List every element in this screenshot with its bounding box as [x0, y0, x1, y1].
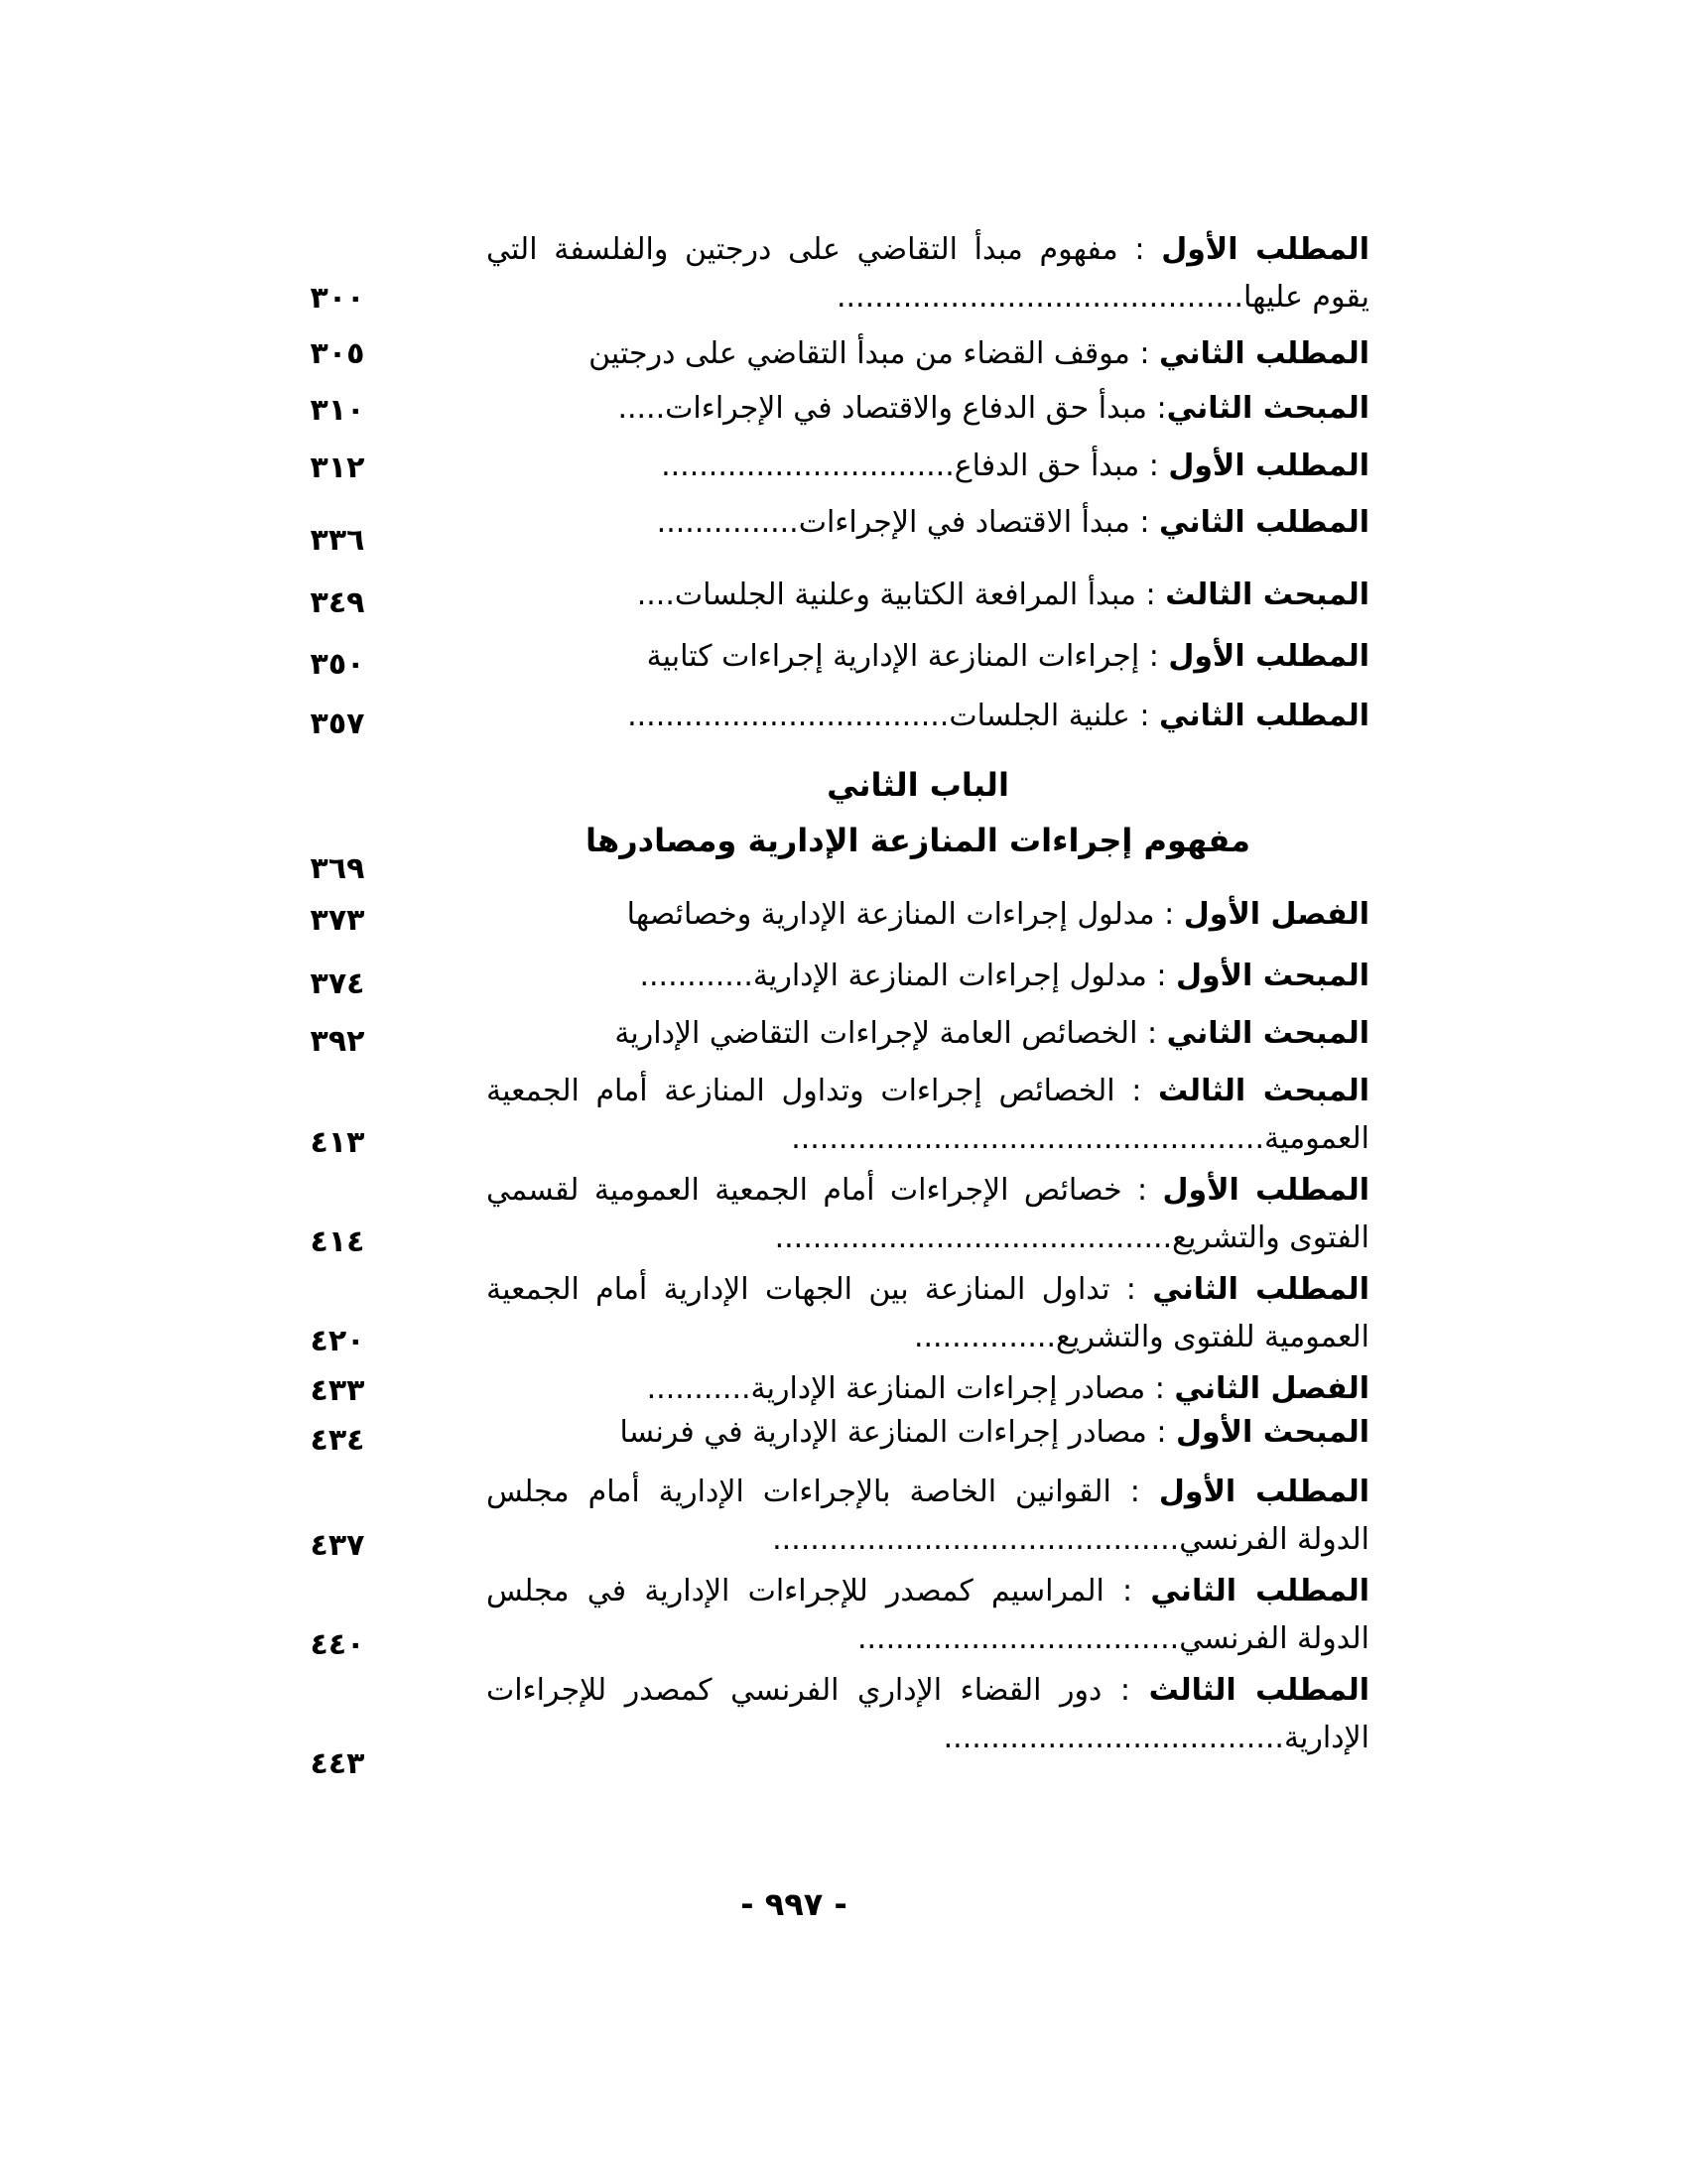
toc-entry-text: : موقف القضاء من مبدأ التقاضي على درجتين	[588, 336, 1159, 371]
toc-entry-text: : مبدأ حق الدفاع والاقتصاد في الإجراءات	[665, 391, 1167, 426]
toc-entry-label: المطلب الثاني	[1150, 1574, 1369, 1608]
toc-entry-page: ٣٥٠	[310, 647, 365, 682]
toc-entry-label: المطلب الأول	[1158, 1475, 1369, 1509]
toc-entry	[298, 1068, 1369, 1167]
toc-entry	[298, 1409, 1369, 1459]
toc-entry-page: ٤٣٣	[310, 1373, 365, 1408]
toc-entry-page: ٣٠٥	[310, 336, 365, 371]
toc-entry-page: ٣٣٦	[310, 523, 365, 558]
toc-entry-label: المطلب الثاني	[1158, 505, 1369, 540]
toc-entry	[298, 693, 1369, 742]
toc-entry	[298, 443, 1369, 492]
toc-entry-page: ٤٢٠	[310, 1324, 365, 1358]
toc-entry-text: : مفهوم مبدأ التقاضي على درجتين والفلسفة التي يقوم عليها	[486, 232, 1369, 315]
toc-entry-text: : مصادر إجراءات المنازعة الإدارية	[750, 1371, 1175, 1406]
toc-entry-leader: .....	[617, 391, 666, 426]
page-number: - ٩٩٧ -	[740, 1885, 847, 1923]
toc-entry-label: المطلب الأول	[1162, 1173, 1369, 1208]
toc-entry-page: ٣٥٧	[310, 707, 365, 741]
toc-entry-label: المطلب الأول	[1168, 449, 1369, 483]
toc-entry-leader: ...............	[913, 1320, 1056, 1354]
toc-entry	[298, 891, 1369, 941]
toc-entry	[298, 1568, 1369, 1667]
toc-entry-label: المبحث الثالث	[1158, 1074, 1370, 1108]
toc-entry	[298, 1365, 1369, 1415]
toc-entry-leader: ............	[639, 959, 753, 993]
toc-entry-text: : الخصائص العامة لإجراءات التقاضي الإدارية	[614, 1016, 1167, 1051]
toc-entry	[298, 1266, 1369, 1365]
toc-entry	[298, 953, 1369, 1002]
toc-entry-text: : مدلول إجراءات المنازعة الإدارية	[752, 959, 1176, 993]
toc-entry-leader: ..........................................	[774, 1220, 1173, 1255]
toc-entry-page: ٤٤٠	[310, 1627, 365, 1662]
toc-entry-label: المطلب الثاني	[1158, 699, 1369, 733]
toc-entry-text: : إجراءات المنازعة الإدارية إجراءات كتابية	[646, 639, 1169, 674]
toc-entry	[298, 330, 1369, 380]
toc-entry-page: ٤٣٧	[310, 1528, 365, 1563]
toc-entry-text: : مبدأ حق الدفاع	[954, 449, 1169, 483]
toc-entry-label: المطلب الثاني	[1158, 336, 1369, 371]
toc-entry-page: ٣٤٩	[310, 585, 365, 620]
toc-entry-page: ٤٤٣	[310, 1746, 365, 1781]
toc-entry-leader: ...........................................	[836, 280, 1243, 315]
toc-entry-page: ٣٧٣	[310, 903, 365, 938]
toc-entry	[298, 1667, 1369, 1786]
toc-entry	[298, 385, 1369, 435]
toc-entry-leader: ..................................	[627, 699, 950, 733]
toc-entry-leader: ....	[636, 578, 675, 612]
toc-entry-label: المطلب الأول	[1161, 232, 1369, 267]
toc-entry	[298, 226, 1369, 325]
part-subheading-page: ٣٦٩	[310, 851, 365, 886]
toc-entry-label: الفصل الثاني	[1174, 1371, 1369, 1406]
toc-entry-label: الفصل الأول	[1183, 897, 1369, 932]
toc-entry	[298, 499, 1369, 559]
toc-entry-page: ٣١٠	[310, 393, 365, 428]
toc-entry-leader: ...........................................	[772, 1522, 1180, 1557]
toc-entry-page: ٤١٤	[310, 1224, 365, 1259]
toc-entry	[298, 572, 1369, 621]
toc-entry-leader: ...............	[656, 505, 799, 540]
toc-entry-text: : مدلول إجراءات المنازعة الإدارية وخصائصها	[626, 897, 1184, 932]
toc-entry-leader: ...............................	[661, 449, 955, 483]
toc-entry-text: : مبدأ الاقتصاد في الإجراءات	[798, 505, 1159, 540]
toc-entry-page: ٣١٢	[310, 450, 365, 485]
toc-entry-label: المبحث الثالث	[1165, 578, 1369, 612]
toc-entry-page: ٣٩٢	[310, 1024, 365, 1059]
toc-entry-page: ٣٧٤	[310, 966, 365, 1001]
toc-entry-page: ٤١٣	[310, 1125, 365, 1160]
toc-entry-label: المبحث الأول	[1175, 959, 1369, 993]
toc-entry	[298, 1167, 1369, 1266]
toc-entry-text: : دور القضاء الإداري الفرنسي كمصدر للإجراءات الإدارية	[486, 1673, 1369, 1755]
toc-entry-label: المطلب الثالث	[1148, 1673, 1369, 1708]
toc-entry	[298, 1010, 1369, 1060]
toc-entry	[298, 1469, 1369, 1568]
toc-entry-leader: ...........	[646, 1371, 751, 1406]
toc-entry-label: المطلب الأول	[1168, 639, 1369, 674]
toc-entry-page: ٣٠٠	[310, 281, 365, 316]
toc-entry-text: : القوانين الخاصة بالإجراءات الإدارية أمام مجلس الدولة الفرنسي	[486, 1475, 1369, 1557]
toc-entry-label: المطلب الثاني	[1152, 1272, 1369, 1307]
toc-entry-text: : مصادر إجراءات المنازعة الإدارية في فرنسا	[619, 1415, 1176, 1450]
toc-entry-leader: ..................................................	[791, 1121, 1264, 1156]
toc-entry-label: المبحث الثاني	[1166, 391, 1369, 426]
part-subheading: مفهوم إجراءات المنازعة الإدارية ومصادرها	[585, 822, 1250, 859]
toc-entry-leader: ..................................	[856, 1621, 1180, 1656]
toc-entry-page: ٤٣٤	[310, 1423, 365, 1458]
toc-entry-leader: ....................................	[943, 1721, 1284, 1755]
toc-entry-label: المبحث الأول	[1175, 1415, 1369, 1450]
toc-entry-label: المبحث الثاني	[1166, 1016, 1369, 1051]
toc-entry-text: : المراسيم كمصدر للإجراءات الإدارية في مجلس الدولة الفرنسي	[486, 1574, 1369, 1656]
toc-entry-text: : علنية الجلسات	[949, 699, 1159, 733]
toc-entry	[298, 633, 1369, 683]
toc-entry-text: : تداول المنازعة بين الجهات الإدارية أمام الجمعية العمومية للفتوى والتشريع	[486, 1272, 1369, 1354]
toc-entry-text: : الخصائص إجراءات وتداول المنازعة أمام الجمعية العمومية	[486, 1074, 1369, 1156]
toc-entry-text: : مبدأ المرافعة الكتابية وعلنية الجلسات	[674, 578, 1166, 612]
part-heading: الباب الثاني	[827, 766, 1009, 804]
toc-entry-text: : خصائص الإجراءات أمام الجمعية العمومية لقسمي الفتوى والتشريع	[486, 1173, 1369, 1255]
